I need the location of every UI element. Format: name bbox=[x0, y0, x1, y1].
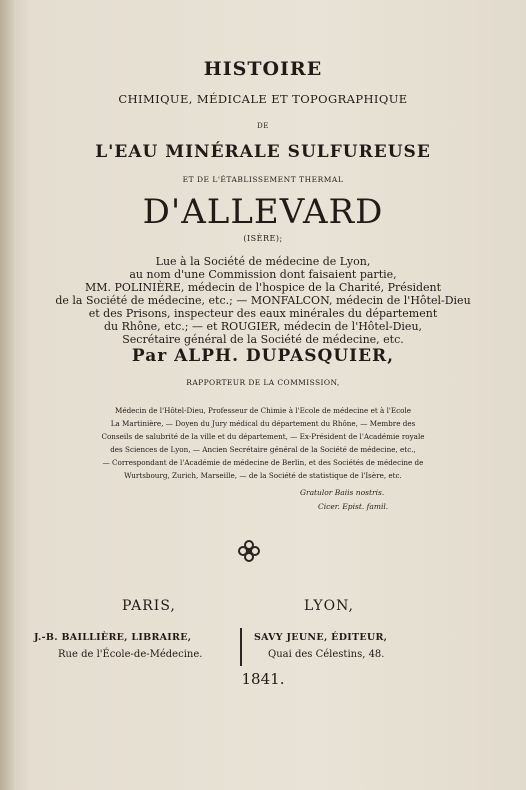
author-role: RAPPORTEUR DE LA COMMISSION, bbox=[186, 378, 340, 387]
publisher-savy-address: Quai des Célestins, 48. bbox=[268, 649, 385, 660]
credentials-line: — Correspondant de l'Académie de médecine de Berlin, et des Sociétés de médecine de bbox=[102, 458, 424, 467]
credentials-line: La Martinière, — Doyen du Jury médical du département du Rhône, — Membre des bbox=[110, 419, 416, 428]
publisher-baillieres: J.-B. BAILLIÈRE, LIBRAIRE, bbox=[34, 632, 192, 643]
title-histoire: HISTOIRE bbox=[203, 58, 323, 80]
description-line: de la Société de médecine, etc.; — MONFALCON, médecin de l'Hôtel-Dieu bbox=[55, 294, 471, 307]
credentials-line: Médecin de l'Hôtel-Dieu, Professeur de Chimie à l'Ecole de médecine et à l'Ecole bbox=[114, 406, 412, 415]
description-line: au nom d'une Commission dont faisaient partie, bbox=[129, 268, 397, 281]
imprint-city-lyon: LYON, bbox=[304, 598, 354, 614]
motto-quote: Gratulor Baiis nostris. bbox=[300, 488, 385, 497]
title-subject: CHIMIQUE, MÉDICALE ET TOPOGRAPHIQUE bbox=[118, 92, 408, 106]
credentials-line: Wurtsbourg, Zurich, Marseille, — de la Société de statistique de l'Isère, etc. bbox=[124, 471, 402, 480]
description-line: Lue à la Société de médecine de Lyon, bbox=[155, 255, 371, 268]
motto-source: Cicer. Epist. famil. bbox=[318, 502, 389, 511]
publication-year: 1841. bbox=[241, 670, 285, 688]
publisher-baillieres-address: Rue de l'École-de-Médecine. bbox=[58, 649, 203, 660]
credentials-line: des Sciences de Lyon, — Ancien Secrétaire général de la Société de médecine, etc., bbox=[110, 445, 416, 454]
author-name: Par ALPH. DUPASQUIER, bbox=[131, 346, 395, 366]
description-line: Secrétaire général de la Société de médecine, etc. bbox=[122, 333, 404, 346]
title-de: DE bbox=[257, 122, 269, 130]
imprint-city-paris: PARIS, bbox=[122, 598, 176, 614]
publisher-savy: SAVY JEUNE, ÉDITEUR, bbox=[254, 632, 388, 643]
description-line: MM. POLINIÈRE, médecin de l'hospice de la Charité, Président bbox=[84, 281, 442, 294]
imprint-divider bbox=[240, 628, 242, 666]
fleuron-icon bbox=[236, 538, 262, 564]
title-isere: (ISÈRE); bbox=[243, 234, 283, 243]
credentials-line: Conseils de salubrité de la ville et du département, — Ex-Président de l'Académie royale bbox=[101, 432, 425, 441]
title-etablissement: ET DE L'ÉTABLISSEMENT THERMAL bbox=[182, 175, 344, 184]
description-line: du Rhône, etc.; — et ROUGIER, médecin de l'Hôtel-Dieu, bbox=[103, 320, 423, 333]
title-eau-minerale: L'EAU MINÉRALE SULFUREUSE bbox=[95, 142, 431, 162]
description-line: et des Prisons, inspecteur des eaux minérales du département bbox=[88, 307, 438, 320]
title-allevard: D'ALLEVARD bbox=[142, 192, 384, 232]
